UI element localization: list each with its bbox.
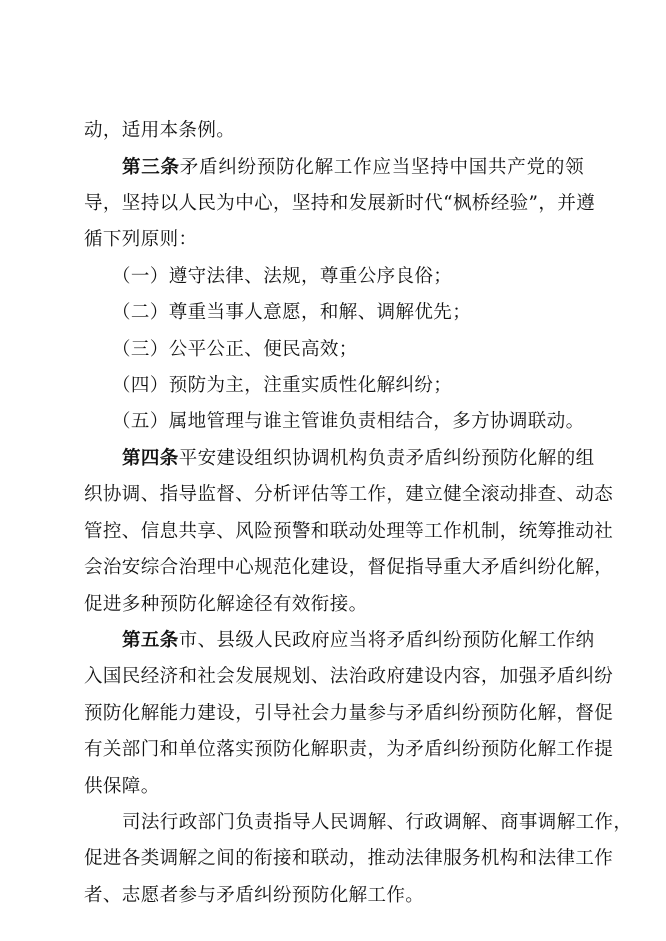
text-line: 入国民经济和社会发展规划、法治政府建设内容，加强矛盾纠纷 [84,666,614,687]
principle-item: （一）遵守法律、法规，尊重公序良俗； [112,266,453,287]
text-line: 有关部门和单位落实预防化解职责，为矛盾纠纷预防化解工作提 [84,739,614,760]
article-3-label: 第三条 [122,157,180,178]
text-line: 循下列原则： [84,229,198,250]
text-line: 司法行政部门负责指导人民调解、行政调解、商事调解工作， [122,812,633,833]
article-5-text: 市、县级人民政府应当将矛盾纠纷预防化解工作纳 [178,630,595,651]
text-line: 织协调、指导监督、分析评估等工作，建立健全滚动排查、动态 [84,484,614,505]
article-5-label: 第五条 [122,630,179,651]
text-line: 预防化解能力建设，引导社会力量参与矛盾纠纷预防化解，督促 [84,703,614,724]
principle-item: （五）属地管理与谁主管谁负责相结合，多方协调联动。 [112,411,585,432]
text-line: 会治安综合治理中心规范化建设，督促指导重大矛盾纠纷化解， [84,557,614,578]
text-line: 供保障。 [84,776,160,797]
principle-item: （二）尊重当事人意愿，和解、调解优先； [112,302,472,323]
article-4-label: 第四条 [122,448,179,469]
article-3-line-1 [122,157,584,179]
text-line: 动，适用本条例。 [84,120,236,141]
article-4-text: 平安建设组织协调机构负责矛盾纠纷预防化解的组 [178,448,595,469]
text-line: 管控、信息共享、风险预警和联动处理等工作机制，统筹推动社 [84,521,614,542]
principle-item: （四）预防为主，注重实质性化解纠纷； [112,375,453,396]
principle-item: （三）公平公正、便民高效； [112,339,358,360]
text-line: 促进各类调解之间的衔接和联动，推动法律服务机构和法律工作 [84,848,614,869]
article-5-line-1 [122,630,595,652]
text-line: 者、志愿者参与矛盾纠纷预防化解工作。 [84,885,425,906]
article-3-text: 矛盾纠纷预防化解工作应当坚持中国共产党的领 [179,157,584,178]
article-4-line-1 [122,448,595,470]
text-line: 促进多种预防化解途径有效衔接。 [84,594,368,615]
text-line: 导，坚持以人民为中心，坚持和发展新时代“枫桥经验”，并遵 [84,193,596,214]
